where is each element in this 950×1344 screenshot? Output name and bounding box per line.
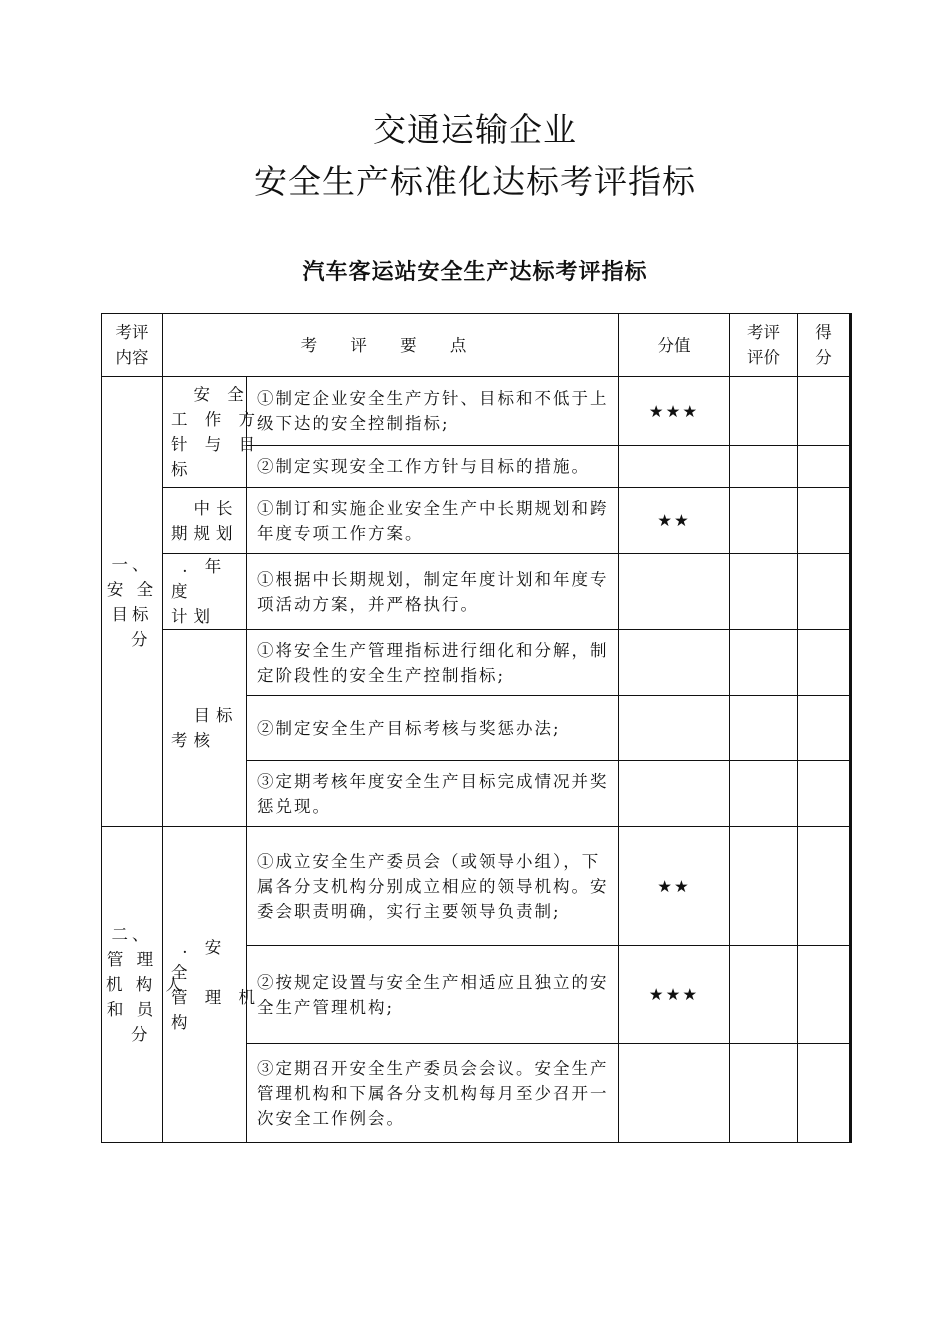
item-text: ①将安全生产管理指标进行细化和分解，制定阶段性的安全生产控制指标; bbox=[247, 630, 619, 696]
star-rating: ★★ bbox=[619, 827, 730, 946]
score-cell bbox=[798, 761, 851, 827]
score-cell bbox=[798, 554, 851, 630]
evaluation-cell bbox=[730, 946, 798, 1044]
item-text: ①根据中长期规划，制定年度计划和年度专项活动方案，并严格执行。 bbox=[247, 554, 619, 630]
score-cell bbox=[798, 446, 851, 488]
header-evaluation: 考评 评价 bbox=[730, 314, 798, 377]
evaluation-table bbox=[101, 313, 852, 1143]
document-title-line1: 交通运输企业 bbox=[373, 110, 577, 149]
star-rating bbox=[619, 1044, 730, 1143]
header-value: 分值 bbox=[619, 314, 730, 377]
document-title-line2: 安全生产标准化达标考评指标 bbox=[254, 162, 696, 201]
table-row bbox=[102, 827, 851, 946]
score-cell bbox=[798, 696, 851, 761]
header-points: 考 评 要 点 bbox=[163, 314, 619, 377]
section-category: 一、 安 全 目标 分 bbox=[102, 377, 163, 827]
header-row bbox=[102, 314, 851, 377]
evaluation-cell bbox=[730, 377, 798, 446]
header-score: 得 分 bbox=[798, 314, 851, 377]
score-cell bbox=[798, 827, 851, 946]
group-label: 安 全 工 作 方 针 与 目 标 bbox=[163, 377, 247, 488]
star-rating bbox=[619, 696, 730, 761]
item-text: ②制定实现安全工作方针与目标的措施。 bbox=[247, 446, 619, 488]
score-cell bbox=[798, 1044, 851, 1143]
item-text: ②按规定设置与安全生产相适应且独立的安全生产管理机构; bbox=[247, 946, 619, 1044]
evaluation-cell bbox=[730, 827, 798, 946]
item-text: ③定期召开安全生产委员会会议。安全生产管理机构和下属各分支机构每月至少召开一次安全工作例会。 bbox=[247, 1044, 619, 1143]
table-row bbox=[102, 554, 851, 630]
group-label: 中长 期规划 bbox=[163, 488, 247, 554]
evaluation-cell bbox=[730, 1044, 798, 1143]
evaluation-cell bbox=[730, 446, 798, 488]
score-cell bbox=[798, 377, 851, 446]
group-label: . 安全 管 理 机 构 bbox=[163, 827, 247, 1143]
score-cell bbox=[798, 946, 851, 1044]
evaluation-cell bbox=[730, 554, 798, 630]
star-rating bbox=[619, 446, 730, 488]
item-text: ①成立安全生产委员会（或领导小组），下属各分支机构分别成立相应的领导机构。安委会职责明确，实行主要领导负责制; bbox=[247, 827, 619, 946]
table-row bbox=[102, 488, 851, 554]
table-subtitle: 汽车客运站安全生产达标考评指标 bbox=[302, 260, 648, 285]
star-rating: ★★★ bbox=[619, 946, 730, 1044]
item-text: ①制订和实施企业安全生产中长期规划和跨年度专项工作方案。 bbox=[247, 488, 619, 554]
group-label: . 年度 计划 bbox=[163, 554, 247, 630]
item-text: ②制定安全生产目标考核与奖惩办法; bbox=[247, 696, 619, 761]
star-rating: ★★ bbox=[619, 488, 730, 554]
evaluation-cell bbox=[730, 488, 798, 554]
score-cell bbox=[798, 488, 851, 554]
header-content: 考评 内容 bbox=[102, 314, 163, 377]
star-rating: ★★★ bbox=[619, 377, 730, 446]
evaluation-cell bbox=[730, 696, 798, 761]
section-category: 二、 管 理 机 构 人 和 员 分 bbox=[102, 827, 163, 1143]
table-row bbox=[102, 630, 851, 696]
star-rating bbox=[619, 630, 730, 696]
table-row bbox=[102, 377, 851, 446]
score-cell bbox=[798, 630, 851, 696]
star-rating bbox=[619, 554, 730, 630]
group-label: 目标 考核 bbox=[163, 630, 247, 827]
evaluation-cell bbox=[730, 761, 798, 827]
item-text: ①制定企业安全生产方针、目标和不低于上级下达的安全控制指标; bbox=[247, 377, 619, 446]
item-text: ③定期考核年度安全生产目标完成情况并奖惩兑现。 bbox=[247, 761, 619, 827]
evaluation-cell bbox=[730, 630, 798, 696]
star-rating bbox=[619, 761, 730, 827]
